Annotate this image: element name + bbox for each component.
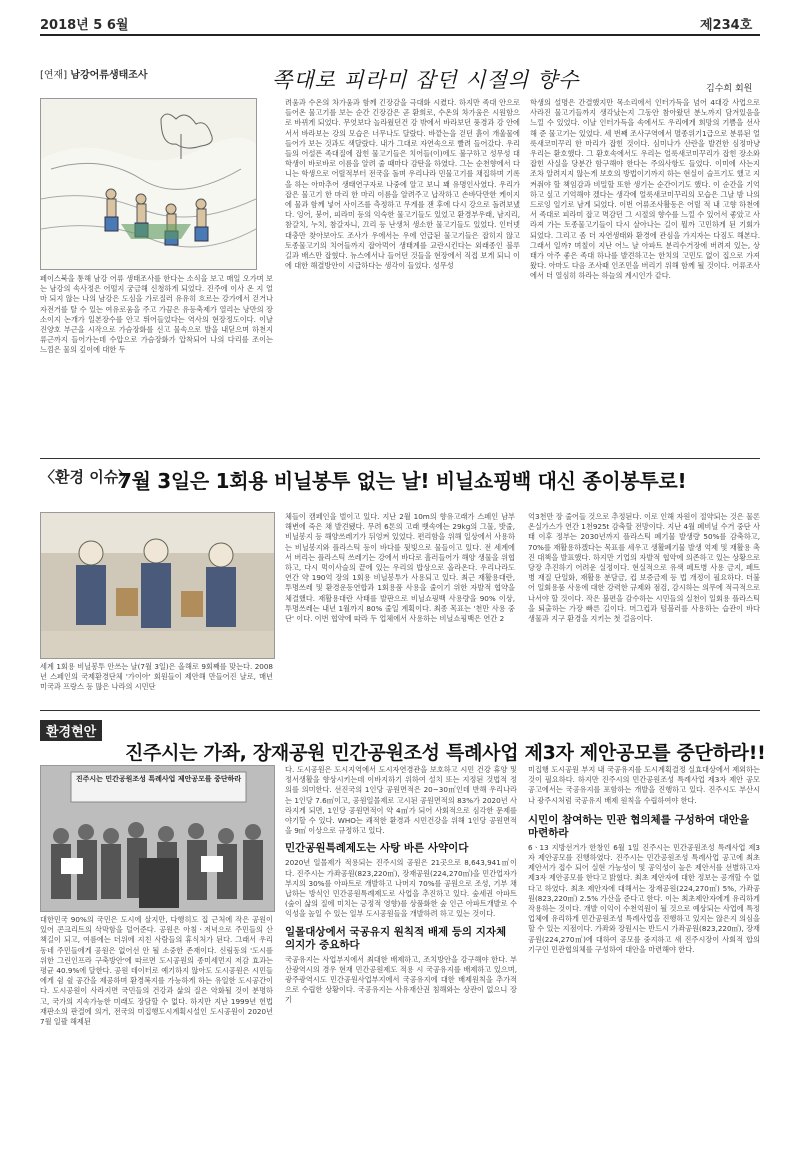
article3-col2-part2: 2020년 일몰제가 적용되는 진주시의 공원은 21곳으로 8,643,941㎡이다. 진주시는 가좌공원(823,220㎡), 장재공원(224,270㎡)을 민간업자가 부지의 30%를 아파트로 개발하고 나머지 70%를 공원으로 조성, 기부 채납하는 방식인 민간공원특례제도로 사업을 추진하고 있다. 숲세권 아파트(숲이 삶의 질에 미치는 긍정적 영향)를 상품화한 숲 인근 아파트개발로 수익성을 높일 수 있는 일부 도시공원들을 개발하려 하고 있는 것이다. [285,858,517,919]
header-rule [40,34,760,36]
article1-col2: 려움과 수온의 차가움과 함께 긴장감을 극대화 시켰다. 하지만 족대 안으로 들어온 물고기를 보는 순간 긴장감은 곧 환희로, 수온의 차가움은 시원함으로 바뀌게 되었다. 무엇보다 놀라웠던건 강 밖에서 바라보던 풍경과 강 안에 서서 바라보는 강의 모습은 너무나도 달랐다. 바깥는을 걷던 흙이 개울물에 들어가 보는 것과도 색달랐다. 내가 그대로 자연속으로 빨려 들어갔다. 우리들의 어설픈 족대질에 잡힌 물고기들은 치어들(이)에도 불구하고 성무성 대학생이 바로바로 이름을 알려 줄 때마다 감탄을 하였다. 그는 순천향에서 다니는 학생으로 어릴적부터 전국을 돌며 우리나라 민물고기를 채집하며 기록을 하는 아마추어 생태연구자로 나중에 알고 보니 꽤 유명인사였다. 우리가 잡은 물고기 한 마리 한 마리 이름을 알려주고 납작하고 손바닥만한 케이지에 물과 함께 넣어 사이즈를 측정하고 무게를 잰 후에 다시 강으로 돌려보냈다. 잉어, 붕어, 피라미 등의 익숙한 물고기들도 있었고 환경부우래, 남지리, 참갈치, 누치, 참갈자니, 끄리 등 난생처 생소한 물고기들도 있었다. 인터넷 대충만 찾아보아도 조사가 우에서는 우에 언급된 물고기들은 잡히지 않고 토종물고기의 치어들까지 잡아먹어 생태계를 교란시킨다는 외래종인 블루길과 배스만 잡혔다. 뉴스에서나 들어던 것들을 현장에서 직접 보게 되니 이에 대한 해결방안이 시급하다는 생각이 들었다. 성무성 [285,98,520,271]
article2-headline: 7월 3일은 1회용 비닐봉투 없는 날! 비닐쇼핑백 대신 종이봉투로! [118,469,687,493]
article3-col2-intro: 다. 도시공원은 도시지역에서 도시자연경관을 보호하고 시민 건강 휴양 및 정서생활을 향상시키는데 이바지하기 위하여 설치 또는 지정된 것법적 정의를 의미한다. 선진국의 1인당 공원면적은 20~30㎡인데 반해 우리나라는 1인당 7.6㎡이고, 공원일몰제로 고시된 공원면적의 83%가 2020년 사라지게 되면, 1인당 공원면적이 약 4㎡가 되어 사회적으로 심각한 문제를 야기할 수 있다. WHO는 쾌적한 환경과 시민건강을 위해 1인당 공원면적을 9㎡ 이상으로 규정하고 있다. [285,765,517,836]
section-rule-2 [40,710,760,711]
article3-col2-part3: 국공유지는 사업부지에서 최대한 배제하고, 조치방안을 강구해야 한다. 부산광역시의 경우 현재 민간공원제도 적용 시 국공유지를 배제하고 있으며, 광주광역시도 민간공원사업부지에서 국공유지에 대한 배제원칙을 추가적으로 수립한 상황이다. 국공유지는 사유재산권 침해와는 상관이 없으니 장기 [285,954,517,1005]
campaign-photo [40,512,275,659]
drawing-illustration [40,98,257,270]
subheading-2: 일몰대상에서 국공유지 원칙적 배제 등의 지자체 의지가 중요하다 [285,925,507,951]
article1-col1: 페이스북을 통해 남강 어류 생태조사를 한다는 소식을 보고 매일 오가며 보는 남강의 속사정은 어떨지 궁금해 신청하게 되었다. 진주에 이사 온 지 얼마 되지 않는 나의 남강은 도심을 가로질러 유유히 흐르는 강가에서 걷거나 자전거를 탈 수 있는 여유로움을 주고 가끔은 유등축제가 열리는 낭만의 장소이지 논개가 일본장수를 안고 뛰어들었다는 역사의 현장정도이다. 이날 진양호 부근을 시작으로 가슴장화를 신고 물속으로 발을 내딛으며 하천지류근까지 들어가는데 수압으로 가슴장화가 압착되어 나의 다리를 조이는 느낌은 물의 깊이에 대한 두 [40,274,273,355]
series-tag: [연재] [40,70,68,81]
article-title: 쪽대로 피라미 잡던 시절의 향수 [272,68,580,92]
article1-col3: 학생의 설명은 간결했지만 목소리에서 인터가득을 넘어 4대강 사업으로 사라진 물고기들까지 생각났는지 그동안 참아왔던 분노까지 담겨있음을 느낄 수 있었다. 이날 인터가득을 속에서도 우리에게 희망의 기쁨을 선사해 준 물고기는 있었다. 세 번째 조사구역에서 멸종위기1급으로 분류된 얼룩새코미꾸리 한 마리가 잡힌 것이다. 심미나가 산란을 발견한 심정마냥 우리는 환호했다. 그 환호속에서도 우리는 얼룩새코미꾸리가 잡힌 장소와 잡힌 사실을 당분간 함구해야 한다는 주의사항도 들었다. 이미에 사는지 조차 알려지지 않는게 보호의 방법이기까지 하는 현실이 슬프기도 했고 지켜줘야 할 책임감과 비밀할 또한 생기는 순간이기도 했다. 이 순간을 기억하고 싶고 기억해야 겠다는 생각에 얼룩새코미꾸리의 모습은 그날 밤 나의 드로잉 일기로 남게 되었다. 이번 어류조사활동은 어릴 적 내 고향 하천에서 족대로 피라미 잡고 멱감던 그 시절의 향수를 느낄 수 있어서 좋았고 사라져 가는 토종물고기들이 다시 살아나는 길이 뭘까 고민하게 된 기회가 되었다. 그리고 좀 더 자연생태와 환경에 관심을 가지자는 다짐도 해본다. 그래서 일까? 며칠이 지난 어느 날 아파트 분리수거장에 버려져 있는, 상태가 아주 좋은 족대 하나를 발견하고는 한치의 고민도 없이 집으로 가져왔다. 아마도 다음 조사때 인조민을 버리기 위해 함께 될 것이다. 어류조사에서 더 열심히 하라는 하늘의 계시인가 같다. [530,98,760,281]
issue-date: 2018년 5 6월 [40,18,129,33]
article3-col1: 대한민국 90%의 국민은 도시에 살지만, 다행히도 집 근처에 작은 공원이 있어 콘크리트의 삭막함을 덜어준다. 공원은 아침ㆍ저녁으로 주민들의 산책길이 되고, 여름에는 더위에 지친 사람들의 휴식처가 된다. 그래서 우리 동네 주민들에게 공원은 없어선 안 될 소중한 존재이다. 신림동의 '도시를 위한 그린인프라 구축방안'에 따르면 도시공원의 종미세먼지 저감 효과는 평균 40.9%에 달한다. 공원 데이터로 예기하지 않아도 도시공원은 시민들에게 쉼 쉴 공간을 제공하며 환경복지를 가능하게 하는 유일한 도시공간이다. 도시공원이 사라지면 국민들의 건강과 삶의 질은 악화될 것이 분명하고, 국가의 지속가능한 미래도 장담할 수 없다. 하지만 지난 1999년 헌법재판소의 판결에 의거, 전국의 미집행도시계획시설인 도시공원이 2020년 7월 일괄 해제된 [40,915,273,1027]
article2-col1: 세계 1회용 비닐봉투 안쓰는 날(7월 3일)은 올해로 9회째를 맞는다. 2008년 스페인의 국제환경단체 '가이아' 회원들이 제안해 만들어진 날로, 매년 미국과 프랑스 등 많은 나라의 시민단 [40,662,273,692]
article3-headline: 진주시는 가좌, 장재공원 민간공원조성 특례사업 제3자 제안공모를 중단하라!! [125,742,766,764]
article3-col3-part2: 6ㆍ13 지방선거가 한창인 6월 1일 진주시는 민간공원조성 특례사업 제3자 제안공모를 진행하였다. 진주시는 민간공원조성 특례사업 공고에 최초 제안서가 접수 되어 실현 가능성이 및 공익성이 높은 제안서를 선별하고자 제3자 제안공모를 한다고 밝혔다. 최초 제안자에 대한 정보는 공개할 수 없다고 하였다. 최초 제안자에 대해서는 장재공원(224,270㎡) 5%, 가좌공원(823,220㎡) 2.5% 가산을 준다고 한다. 이는 최초제안자에게 유리하게 작용하는 것이다. 개발 이익이 수천억원이 될 것으로 예상되는 사업에 특정업체에 유리하게 민간공원조성 특례사업을 진행하고 있지는 않은지 의심을 할 수 있는 지점이다. 가좌와 장원시는 반드시 가좌공원(823,220㎡), 장재공원(224,270㎡)에 대하여 공모를 중지하고 새 진주시장이 사회적 합의기구인 민관협의체를 구성하여 대안을 마련해야 한다. [528,842,760,954]
section-tag: 〈환경 이슈〉 [40,468,134,486]
article-author: 김수희 회원 [706,84,753,94]
article3-col3-intro: 미집행 도시공원 부지 내 국공유지를 도시계획결정 실효대상에서 제외하는 것이 필요하다. 하지만 진주시의 민간공원조성 특례사업 제3자 제안 공모 공고에서는 국공유지를 포함하는 개발을 진행하고 있다. 진주시도 부산시나 광주시처럼 국공유지 배제 원칙을 수립하여야 한다. [528,765,760,805]
series-label [40,66,148,81]
protest-photo [40,765,275,912]
article3-col3 [528,765,760,1165]
article3-col2 [285,765,517,1165]
section-rule [40,458,760,459]
article2-col3: 억3천만 장 줄어들 것으로 추정된다. 이로 인해 자원이 절약되는 것은 물론 온실가스가 연간 1천925t 감축할 전망이다. 지난 4월 폐비닐 수거 중단 사태 이후 정부는 2030년까지 플라스틱 폐기물 발생량 50%를 감축하고, 70%를 재활용하겠다는 목표를 세우고 생활폐기물 발생 억제 및 재활용 촉진 대책을 발표했다. 하지만 기업의 자발적 협약에 의존하고 있는 상황으로 당장 추진하기 어려운 실정이다. 현실적으로 유색 페트병 사용 금지, 페트병 재질 단일화, 재활용 분담금, 컵 보증금제 등 법 개정이 필요하다. 더불어 일회용품 사용에 대한 강력한 규제와 점검, 감시하는 의무에 적극적으로 나서야 할 것이다. 작은 불편을 감수하는 시민들의 실천이 일회용 플라스틱을 퇴출하는 가장 빠른 길이다. 머그컵과 텀블러를 사용하는 습관이 바다 생물과 지구 환경을 지키는 첫 걸음이다. [528,512,760,624]
subheading-1: 민간공원특례제도는 사탕 바른 사약이다 [285,842,469,855]
series-name: 남강어류생태조사 [70,70,148,81]
article2-col2: 체들이 캠페인을 벌이고 있다. 지난 2월 10m의 향유고래가 스페인 남부 해변에 죽은 채 발견됐다. 무려 6톤의 고래 뱃속에는 29kg의 그물, 밧줄, 비닐봉지 등 해양쓰레기가 뒤엉켜 있었다. 편리함을 위해 일상에서 사용하는 비닐봉지와 플라스틱 등이 바다를 뒷빛으로 물들이고 있다. 전 세계에서 버리는 플라스틱 쓰레기는 강에서 바다로 흘러들어가 해양 생물을 위협하고, 다시 먹이사슬의 끝에 있는 우리의 밥상으로 올라온다. 우리나라도 연간 약 190억 장의 1회용 비닐봉투가 사용되고 있다. 최근 재활용대란, 투명쓰레 및 환경운동연합과 1회용품 사용을 줄이기 위한 자발적 협약을 체결했다. 재활용대란 사태를 발판으로 비닐쇼핑백 사용량을 90% 이상, 투명쓰레는 내년 1월까지 80% 줄일 계획이다. 최종 목표는 '천만 사용 중단' 이다. 이번 협약에 따라 두 업체에서 사용하는 비닐쇼핑백은 연간 2 [285,512,515,624]
photo-banner-text: 진주시는 민간공원조성 특례사업 제안공모를 중단하라 [75,775,242,783]
issue-number: 제234호 [700,18,753,33]
section-badge: 환경현안 [40,720,102,741]
subheading-3: 시민이 참여하는 민관 협의체를 구성하여 대안을 마련하라 [528,813,750,839]
